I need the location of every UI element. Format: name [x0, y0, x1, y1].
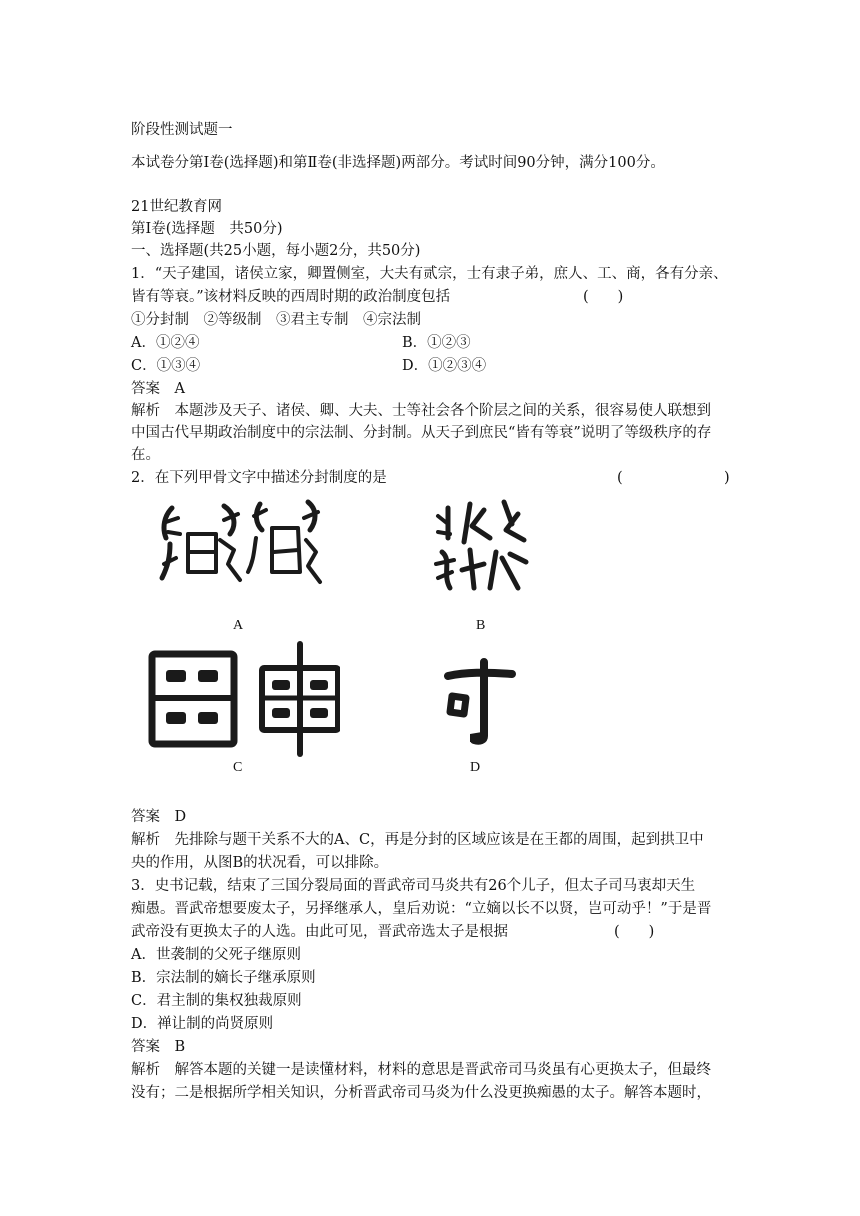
q2-stem: 2．在下列甲骨文字中描述分封制度的是: [131, 470, 387, 486]
q3-explanation-line2: 没有；二是根据所学相关知识，分析晋武帝司马炎为什么没更换痴愚的太子。解答本题时，: [131, 1085, 711, 1101]
q3-explanation-line1: 解析 解答本题的关键一是读懂材料，材料的意思是晋武帝司马炎虽有心更换太子，但最终: [131, 1062, 711, 1078]
q1-items: ①分封制 ②等级制 ③君主专制 ④宗法制: [131, 312, 421, 328]
q1-answer: 答案 A: [131, 381, 185, 397]
q1-answer-bracket: ( ): [583, 289, 624, 305]
q1-stem-line2: 皆有等衰。”该材料反映的西周时期的政治制度包括: [131, 289, 451, 305]
q3-option-d: D．禅让制的尚贤原则: [131, 1016, 274, 1032]
q1-explanation-line2: 中国古代早期政治制度中的宗法制、分封制。从天子到庶民“皆有等衰”说明了等级秩序的存: [131, 425, 712, 441]
q1-explanation-line1: 解析 本题涉及天子、诸侯、卿、大夫、士等社会各个阶层之间的关系，很容易使人联想到: [131, 403, 711, 419]
q3-option-c: C．君主制的集权独裁原则: [131, 993, 302, 1009]
q3-option-b: B．宗法制的嫡长子继承原则: [131, 970, 316, 986]
part-title: 一、选择题(共25小题，每小题2分，共50分): [131, 243, 421, 259]
oracle-label-b: B: [476, 618, 486, 633]
q2-explanation-line2: 央的作用，从图B的状况看，可以排除。: [131, 855, 389, 871]
oracle-glyph-b-image: [428, 494, 538, 604]
doc-title: 阶段性测试题一: [131, 122, 233, 138]
q1-explanation-line3: 在。: [131, 447, 160, 463]
q1-option-a: A．①②④: [131, 335, 200, 351]
q3-option-a: A．世袭制的父死子继原则: [131, 947, 301, 963]
q2-bracket-open: (: [617, 470, 623, 486]
q3-stem-line3: 武帝没有更换太子的人选。由此可见，晋武帝选太子是根据: [131, 924, 508, 940]
q3-answer-bracket: ( ): [614, 924, 655, 940]
oracle-glyph-a-image: [150, 494, 330, 604]
q1-option-b: B．①②③: [402, 335, 471, 351]
q3-stem-line1: 3．史书记载，结束了三国分裂局面的晋武帝司马炎共有26个儿子，但太子司马衷却天生: [131, 878, 696, 894]
q2-answer: 答案 D: [131, 809, 187, 825]
intro-text: 本试卷分第Ⅰ卷(选择题)和第Ⅱ卷(非选择题)两部分。考试时间90分钟，满分100分。: [131, 155, 665, 171]
q1-option-d: D．①②③④: [402, 358, 487, 374]
watermark-text: 21世纪教育网: [131, 199, 222, 215]
oracle-label-a: A: [233, 618, 244, 633]
oracle-glyph-d-image: [440, 652, 520, 750]
oracle-label-c: C: [233, 760, 243, 775]
q3-stem-line2: 痴愚。晋武帝想要废太子，另择继承人，皇后劝说：“立嫡以长不以贤，岂可动乎！”于是晋: [131, 901, 712, 917]
q2-explanation-line1: 解析 先排除与题干关系不大的A、C，再是分封的区域应该是在王都的周围，起到拱卫中: [131, 832, 704, 848]
section-title: 第Ⅰ卷(选择题 共50分): [131, 221, 283, 237]
q3-answer: 答案 B: [131, 1039, 186, 1055]
q1-option-c: C．①③④: [131, 358, 201, 374]
oracle-glyph-c-image: [140, 640, 340, 758]
oracle-label-d: D: [470, 760, 481, 775]
q2-bracket-close: ): [724, 470, 730, 486]
q1-stem-line1: 1．“天子建国，诸侯立家，卿置侧室，大夫有贰宗，士有隶子弟，庶人、工、商，各有分亲、: [131, 266, 728, 282]
